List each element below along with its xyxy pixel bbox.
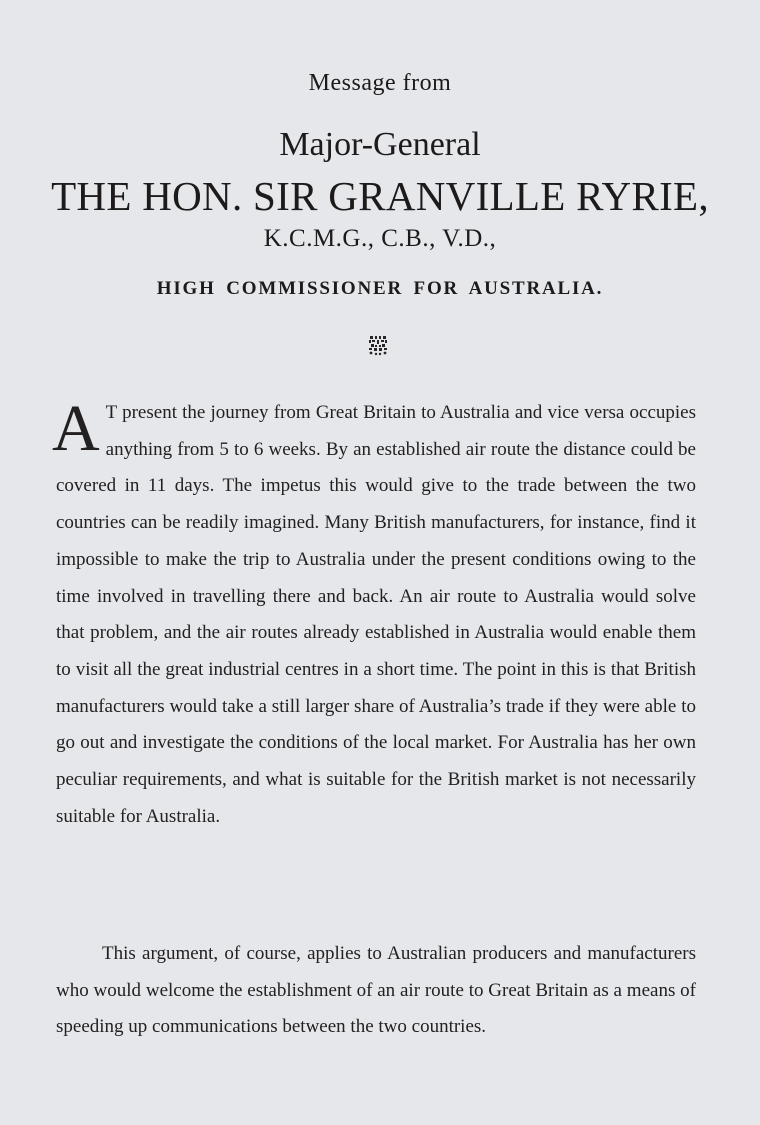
fleuron-ornament-icon	[368, 335, 388, 357]
paragraph-text: T present the journey from Great Britain to Australia and vice versa occupies anything from 5 to 6 weeks. By an established air route the distance could be covered in 11 days. The impetus this would give to the trade between the two countries can be readily imagined. Many British manufacturers, for instance, find it impossible to make the trip to Australia under the present conditions owing to the time involved in travelling there and back. An air route to Australia would solve that problem, and the air routes already established in Australia would enable them to visit all the great industrial centres in a short time. The point in this is that British manufacturers would take a still larger share of Australia’s trade if they were able to go out and investigate the conditions of the local market. For Australia has her own peculiar requirements, and what is suitable for the British market is not necessarily suitable for Australia.	[56, 402, 696, 827]
body-paragraph-2	[56, 936, 696, 1046]
drop-cap: A	[52, 392, 100, 465]
paragraph-text: This argument, of course, applies to Australian producers and manufacturers who would welcome the establishment of an air route to Great Britain as a means of speeding up communications between the two countries.	[56, 943, 696, 1038]
message-from-heading: Message from	[308, 70, 452, 96]
name-heading: THE HON. SIR GRANVILLE RYRIE,	[51, 173, 709, 219]
rank-heading: Major-General	[279, 126, 481, 163]
office-heading: HIGH COMMISSIONER FOR AUSTRALIA.	[156, 278, 604, 299]
honours-heading: K.C.M.G., C.B., V.D.,	[263, 225, 497, 252]
body-paragraph-1	[52, 392, 696, 835]
